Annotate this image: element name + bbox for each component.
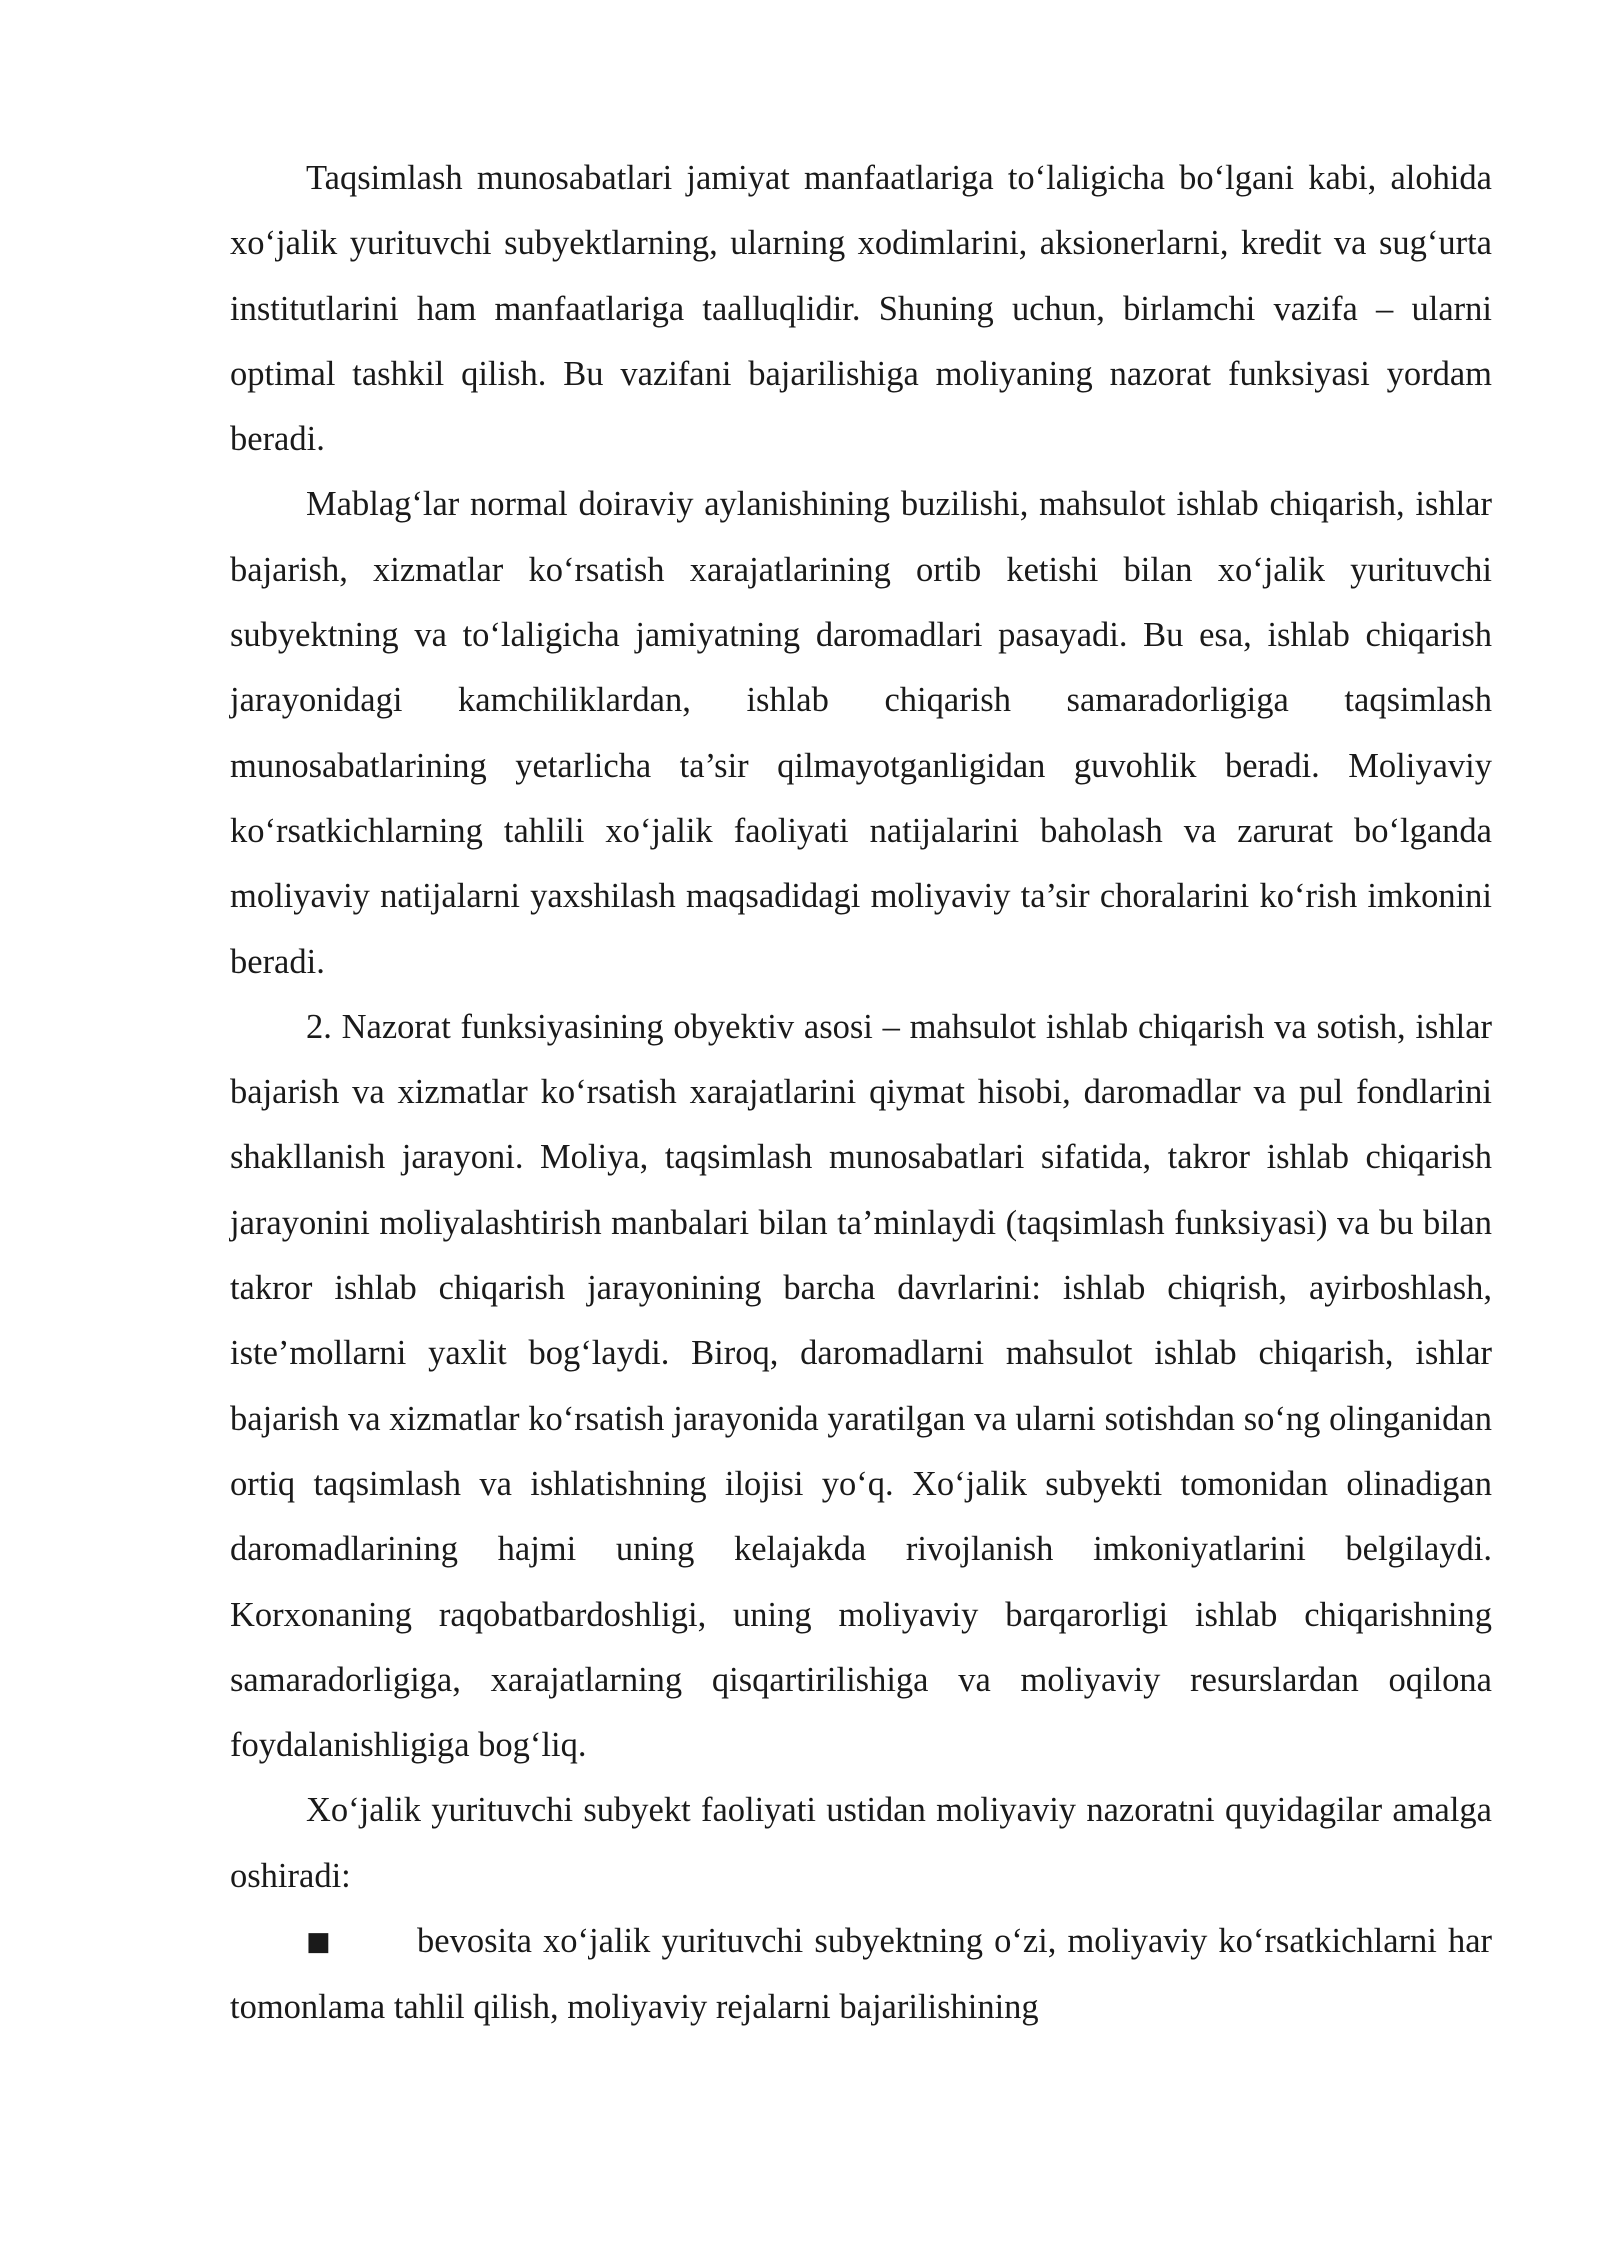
paragraph: Xo‘jalik yurituvchi subyekt faoliyati ustidan moliyaviy nazoratni quyidagilar amalga oshiradi: [230, 1791, 1492, 1895]
square-bullet-icon: ■ [306, 1927, 331, 1958]
paragraph: Taqsimlash munosabatlari jamiyat manfaatlariga to‘laligicha bo‘lgani kabi, alohida xo‘jalik yurituvchi subyektlarning, ularning xodimlarini, aksionerlarni, kredit va sug‘urta institutlarini ham manfaatlariga taalluqlidir. Shuning uchun, birlamchi vazifa – ularni optimal tashkil qilish. Bu vazifani bajarilishiga moliyaning nazorat funksiyasi yordam beradi. [230, 159, 1492, 459]
paragraph: 2. Nazorat funksiyasining obyektiv asosi – mahsulot ishlab chiqarish va sotish, ishlar bajarish va xizmatlar ko‘rsatish xarajatlarini qiymat hisobi, daromadlar va pul fondlarini shakllanish jarayoni. Moliya, taqsimlash munosabatlari sifatida, takror ishlab chiqarish jarayonini moliyalashtirish manbalari bilan ta’minlaydi (taqsimlash funksiyasi) va bu bilan takror ishlab chiqarish jarayonining barcha davrlarini: ishlab chiqrish, ayirboshlash, iste’mollarni yaxlit bog‘laydi. Biroq, daromadlarni mahsulot ishlab chiqarish, ishlar bajarish va xizmatlar ko‘rsatish jarayonida yaratilgan va ularni sotishdan so‘ng olinganidan ortiq taqsimlash va ishlatishning ilojisi yo‘q. Xo‘jalik subyekti tomonidan olinadigan daromadlarining hajmi uning kelajakda rivojlanish imkoniyatlarini belgilaydi. Korxonaning raqobatbardoshligi, uning moliyaviy barqarorligi ishlab chiqarishning samaradorligiga, xarajatlarning qisqartirilishiga va moliyaviy resurslardan oqilona foydalanishligiga bog‘liq. [230, 1007, 1492, 1765]
document-body [230, 146, 1492, 2041]
paragraph: Mablag‘lar normal doiraviy aylanishining buzilishi, mahsulot ishlab chiqarish, ishlar bajarish, xizmatlar ko‘rsatish xarajatlarining ortib ketishi bilan xo‘jalik yurituvchi subyektning va to‘laligicha jamiyatning daromadlari pasayadi. Bu esa, ishlab chiqarish jarayonidagi kamchiliklardan, ishlab chiqarish samaradorligiga taqsimlash munosabatlarining yetarlicha ta’sir qilmayotganligidan guvohlik beradi. Moliyaviy ko‘rsatkichlarning tahlili xo‘jalik faoliyati natijalarini baholash va zarurat bo‘lganda moliyaviy natijalarni yaxshilash maqsadidagi moliyaviy ta’sir choralarini ko‘rish imkonini beradi. [230, 485, 1492, 981]
bullet-text: bevosita xo‘jalik yurituvchi subyektning o‘zi, moliyaviy ko‘rsatkichlarni har tomonlama tahlil qilish, moliyaviy rejalarni bajarilishining [230, 1922, 1492, 2027]
bullet-list-item [230, 1909, 1492, 2041]
